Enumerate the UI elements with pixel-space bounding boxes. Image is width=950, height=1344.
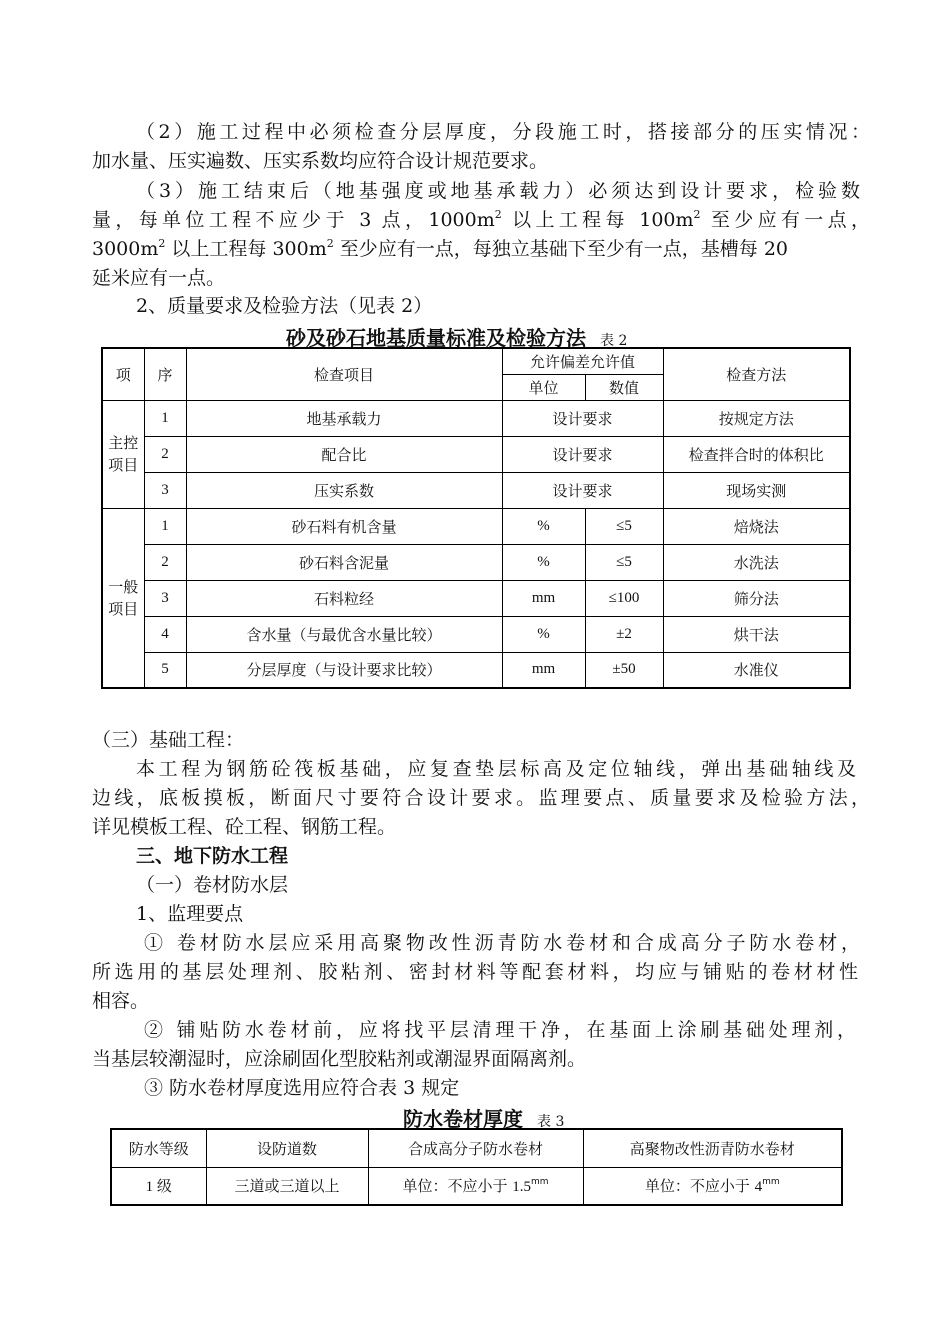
header-synthetic: 合成高分子防水卷材: [368, 1129, 583, 1167]
item-1-line-3: 相容。: [92, 990, 150, 1012]
row-seq: 3: [144, 580, 186, 616]
row-seq: 4: [144, 616, 186, 652]
row-check-item: 含水量（与最优含水量比较）: [186, 616, 502, 652]
table-row: [102, 652, 850, 688]
paragraph-2-line-2: 加水量、压实遍数、压实系数均应符合设计规范要求。: [92, 150, 549, 172]
quality-requirements-heading: 2、质量要求及检验方法（见表 2）: [136, 295, 433, 317]
row-synthetic: 单位：不应小于 $1.5^{mm}$: [368, 1167, 583, 1205]
table-row: [102, 616, 850, 652]
chapter-heading: 三、地下防水工程: [136, 845, 289, 867]
header-unit: 单位: [502, 374, 585, 400]
subsection-heading: （一）卷材防水层: [136, 874, 289, 896]
row-method: 按规定方法: [663, 400, 850, 436]
table-row: [102, 400, 850, 436]
group-main-control: 主控项目: [102, 400, 144, 508]
row-unit: mm: [502, 652, 585, 688]
row-method: 筛分法: [663, 580, 850, 616]
row-method: 焙烧法: [663, 508, 850, 544]
paragraph-2-line-1: （2）施工过程中必须检查分层厚度，分段施工时，搭接部分的压实情况：: [136, 121, 870, 143]
paragraph-3-line-4: 延米应有一点。: [92, 267, 226, 289]
row-requirement: 设计要求: [502, 400, 663, 436]
row-check-item: 配合比: [186, 436, 502, 472]
row-unit: %: [502, 508, 585, 544]
row-method: 水准仪: [663, 652, 850, 688]
table-3-number: 表 3: [537, 1114, 565, 1130]
row-value: ≤100: [585, 580, 663, 616]
row-polymer: 单位：不应小于 $4^{mm}$: [583, 1167, 842, 1205]
item-3: ③ 防水卷材厚度选用应符合表 3 规定: [144, 1077, 460, 1099]
membrane-thickness-table: [110, 1128, 843, 1206]
table-2-number: 表 2: [600, 333, 628, 349]
row-seq: 2: [144, 436, 186, 472]
item-2-line-1: ② 铺贴防水卷材前，应将找平层清理干净，在基面上涂刷基础处理剂，: [144, 1019, 856, 1041]
item-2-line-2: 当基层较潮湿时，应涂刷固化型胶粘剂或潮湿界面隔离剂。: [92, 1048, 587, 1070]
table-row: [111, 1167, 842, 1205]
row-value: ±2: [585, 616, 663, 652]
item-1-line-1: ① 卷材防水层应采用高聚物改性沥青防水卷材和合成高分子防水卷材，: [144, 932, 860, 954]
header-allowance: 允许偏差允许值: [502, 348, 663, 374]
table-header-row: [111, 1129, 842, 1167]
paragraph-3-line-2: 量，每单位工程不应少于 3 点，$1000m^2$ 以上工程每 $100m^2$ 至少应有一点，: [92, 208, 870, 231]
row-unit: mm: [502, 580, 585, 616]
header-method: 检查方法: [663, 348, 850, 400]
header-polymer: 高聚物改性沥青防水卷材: [583, 1129, 842, 1167]
header-seq: 序: [144, 348, 186, 400]
foundation-line-3: 详见模板工程、砼工程、钢筋工程。: [92, 816, 397, 838]
row-seq: 5: [144, 652, 186, 688]
foundation-line-2: 边线，底板摸板，断面尺寸要符合设计要求。监理要点、质量要求及检验方法，: [92, 787, 870, 809]
foundation-heading: （三）基础工程：: [92, 729, 245, 751]
row-value: ≤5: [585, 544, 663, 580]
row-seq: 3: [144, 472, 186, 508]
row-check-item: 砂石料有机含量: [186, 508, 502, 544]
header-grade: 防水等级: [111, 1129, 206, 1167]
table-2-title: 砂及砂石地基质量标准及检验方法: [286, 326, 586, 350]
table-row: [102, 436, 850, 472]
quality-standard-table: [101, 347, 851, 689]
row-seq: 2: [144, 544, 186, 580]
table-row: [102, 580, 850, 616]
row-method: 检查拌合时的体积比: [663, 436, 850, 472]
paragraph-3-line-1: （3）施工结束后（地基强度或地基承载力）必须达到设计要求，检验数: [136, 180, 860, 202]
row-value: ±50: [585, 652, 663, 688]
table-row: [102, 472, 850, 508]
table-3-title: 防水卷材厚度: [403, 1107, 523, 1131]
row-method: 现场实测: [663, 472, 850, 508]
row-seq: 1: [144, 508, 186, 544]
header-check-item: 检查项目: [186, 348, 502, 400]
row-seq: 1: [144, 400, 186, 436]
row-grade: 1 级: [111, 1167, 206, 1205]
row-check-item: 石料粒经: [186, 580, 502, 616]
row-requirement: 设计要求: [502, 472, 663, 508]
paragraph-3-line-3: $3000m^2$ 以上工程每 $300m^2$ 至少应有一点，每独立基础下至少有一点，基槽每 20: [92, 237, 789, 260]
row-check-item: 压实系数: [186, 472, 502, 508]
foundation-line-1: 本工程为钢筋砼筏板基础，应复查垫层标高及定位轴线，弹出基础轴线及: [136, 758, 856, 780]
header-value: 数值: [585, 374, 663, 400]
row-unit: %: [502, 616, 585, 652]
row-check-item: 分层厚度（与设计要求比较）: [186, 652, 502, 688]
table-row: [102, 544, 850, 580]
row-check-item: 砂石料含泥量: [186, 544, 502, 580]
supervision-points-heading: 1、监理要点: [136, 903, 244, 925]
header-count: 设防道数: [206, 1129, 368, 1167]
row-method: 烘干法: [663, 616, 850, 652]
row-check-item: 地基承载力: [186, 400, 502, 436]
header-item: 项: [102, 348, 144, 400]
item-1-line-2: 所选用的基层处理剂、胶粘剂、密封材料等配套材料，均应与铺贴的卷材材性: [92, 961, 858, 983]
row-count: 三道或三道以上: [206, 1167, 368, 1205]
row-value: ≤5: [585, 508, 663, 544]
row-unit: %: [502, 544, 585, 580]
row-requirement: 设计要求: [502, 436, 663, 472]
row-method: 水洗法: [663, 544, 850, 580]
group-general: 一般项目: [102, 508, 144, 688]
table-row: [102, 508, 850, 544]
